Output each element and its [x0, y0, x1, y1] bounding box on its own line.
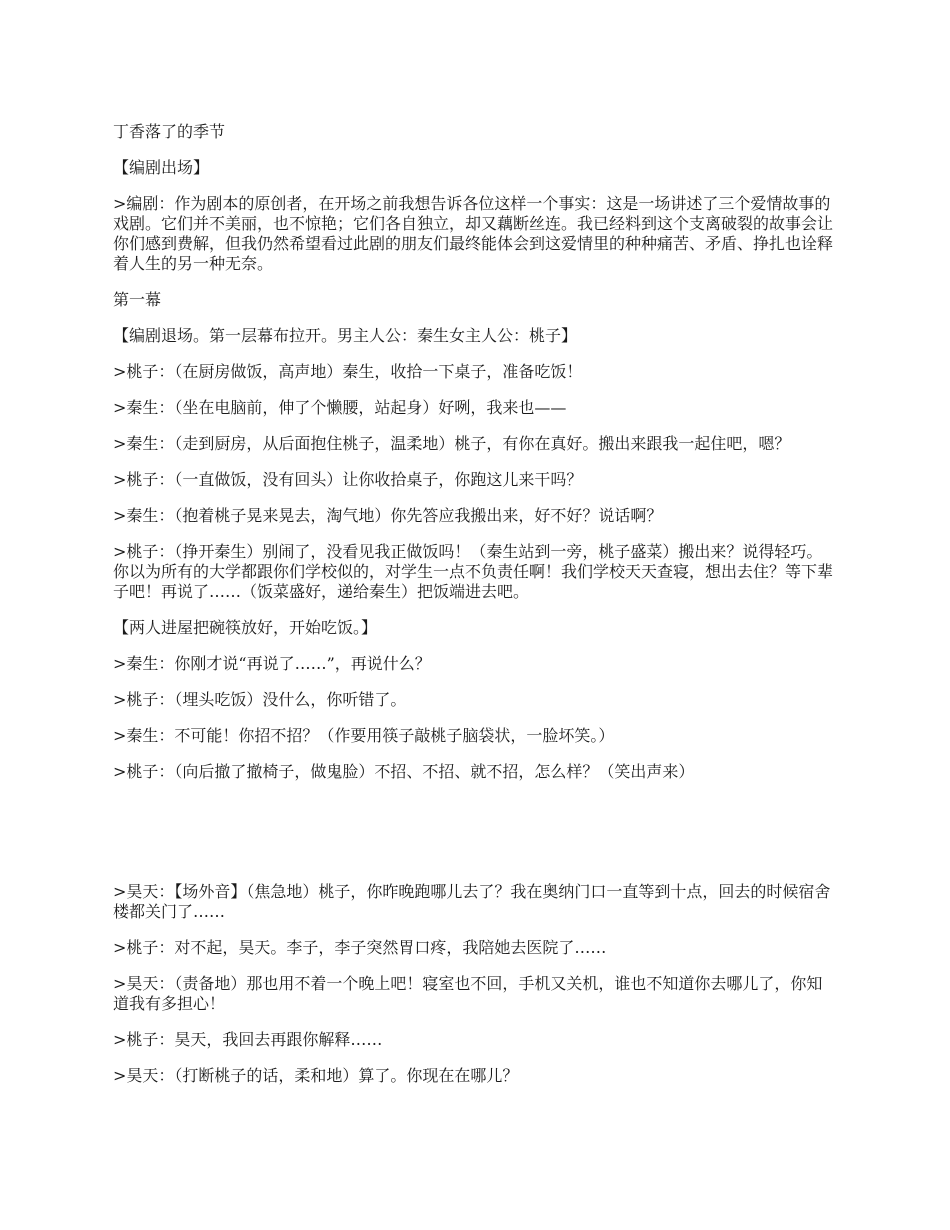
- script-paragraph: >桃子：对不起，昊天。李子，李子突然胃口疼，我陪她去医院了……: [113, 938, 607, 957]
- script-paragraph: >秦生：（坐在电脑前，伸了个懒腰，站起身）好咧，我来也——: [113, 398, 567, 417]
- script-paragraph: >秦生：你刚才说“再说了……”，再说什么？: [113, 654, 431, 673]
- script-paragraph: >秦生：（抱着桃子晃来晃去，淘气地）你先答应我搬出来，好不好？说话啊？: [113, 506, 663, 525]
- script-paragraph: >桃子：（一直做饭，没有回头）让你收拾桌子，你跑这儿来干吗？: [113, 470, 583, 489]
- document-page: [113, 122, 838, 1102]
- script-paragraph: >桃子：（向后撤了撤椅子，做鬼脸）不招、不招、就不招，怎么样？（笑出声来）: [113, 762, 695, 781]
- script-paragraph: >桃子：（埋头吃饭）没什么，你听错了。: [113, 690, 407, 709]
- document-title: 丁香落了的季节: [113, 122, 226, 141]
- script-paragraph: >昊天：（责备地）那也用不着一个晚上吧！寝室也不回，手机又关机，谁也不知道你去哪儿了，你知道我有多担心！: [113, 974, 823, 1013]
- script-paragraph: 第一幕: [113, 290, 162, 309]
- script-paragraph: >秦生：不可能！你招不招？（作要用筷子敲桃子脑袋状，一脸坏笑。）: [113, 726, 615, 745]
- script-paragraph: 【编剧出场】: [113, 158, 210, 177]
- script-paragraph: >桃子：昊天，我回去再跟你解释……: [113, 1030, 383, 1049]
- script-paragraph: >桃子：（挣开秦生）别闹了，没看见我正做饭吗！（秦生站到一旁，桃子盛菜）搬出来？说得轻巧。你以为所有的大学都跟你们学校似的，对学生一点不负责任啊！我们学校天天查寝，想出去住？等下辈子吧！再说了……（饭菜盛好，递给秦生）把饭端进去吧。: [113, 542, 834, 601]
- script-paragraph: >桃子：（在厨房做饭，高声地）秦生，收拾一下桌子，准备吃饭！: [113, 362, 583, 381]
- script-paragraph: 【编剧退场。第一层幕布拉开。男主人公：秦生女主人公：桃子】: [113, 326, 578, 345]
- script-paragraph: 【两人进屋把碗筷放好，开始吃饭。】: [113, 618, 378, 637]
- script-paragraph: >昊天：【场外音】（焦急地）桃子，你昨晚跑哪儿去了？我在奥纳门口一直等到十点，回去的时候宿舍楼都关门了……: [113, 882, 831, 921]
- section-gap: [113, 798, 838, 882]
- script-paragraph: >昊天：（打断桃子的话，柔和地）算了。你现在在哪儿？: [113, 1066, 519, 1085]
- scene-one: [113, 158, 838, 782]
- script-paragraph: >秦生：（走到厨房，从后面抱住桃子，温柔地）桃子，有你在真好。搬出来跟我一起住吧，嗯？: [113, 434, 791, 453]
- scene-two: [113, 882, 838, 1086]
- script-paragraph: >编剧：作为剧本的原创者，在开场之前我想告诉各位这样一个事实：这是一场讲述了三个爱情故事的戏剧。它们并不美丽，也不惊艳；它们各自独立，却又藕断丝连。我已经料到这个支离破裂的故事会让你们感到费解，但我仍然希望看过此剧的朋友们最终能体会到这爱情里的种种痛苦、矛盾、挣扎也诠释着人生的另一种无奈。: [113, 194, 834, 273]
